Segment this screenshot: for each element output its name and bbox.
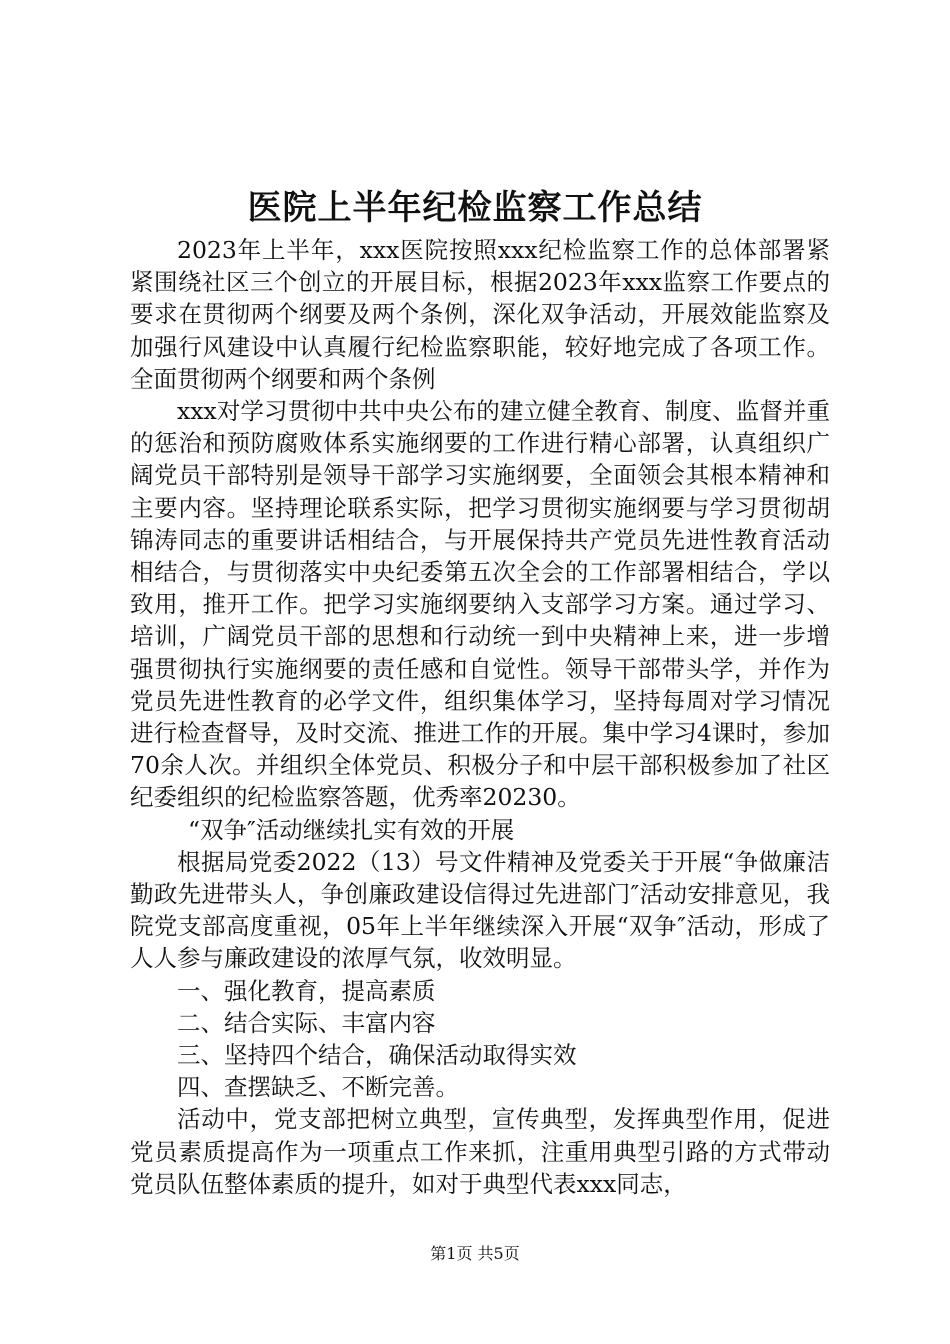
- document-title: 医院上半年纪检监察工作总结: [247, 188, 703, 228]
- list-item-4: 四、查摆缺乏、不断完善。: [177, 1073, 459, 1102]
- paragraph-shuangzheng: 根据局党委2022（13）号文件精神及党委关于开展“争做廉洁勤政先进带头人，争创廉政建设信得过先进部门″活动安排意见，我院党支部高度重视，05年上半年继续深入开展“双争″活动，形成了人人参与廉政建设的浓厚气氛，收效明显。: [130, 847, 830, 973]
- list-item-3: 三、坚持四个结合，确保活动取得实效: [177, 1041, 577, 1070]
- paragraph-intro: 2023年上半年，xxx医院按照xxx纪检监察工作的总体部署紧紧围绕社区三个创立的开展目标，根据2023年xxx监察工作要点的要求在贯彻两个纲要及两个条例，深化双争活动，开展效能监察及加强行风建设中认真履行纪检监察职能，较好地完成了各项工作。全面贯彻两个纲要和两个条例: [130, 236, 830, 393]
- list-item-1: 一、强化教育，提高素质: [177, 976, 436, 1005]
- paragraph-study: xxx对学习贯彻中共中央公布的建立健全教育、制度、监督并重的惩治和预防腐败体系实施纲要的工作进行精心部署，认真组织广阔党员干部特别是领导干部学习实施纲要，全面领会其根本精神和主要内容。坚持理论联系实际，把学习贯彻实施纲要与学习贯彻胡锦涛同志的重要讲话相结合，与开展保持共产党员先进性教育活动相结合，与贯彻落实中央纪委第五次全会的工作部署相结合，学以致用，推开工作。把学习实施纲要纳入支部学习方案。通过学习、培训，广阔党员干部的思想和行动统一到中央精神上来，进一步增强贯彻执行实施纲要的责任感和自觉性。领导干部带头学，并作为党员先进性教育的必学文件，组织集体学习，坚持每周对学习情况进行检查督导，及时交流、推进工作的开展。集中学习4课时，参加70余人次。并组织全体党员、积极分子和中层干部积极参加了社区纪委组织的纪检监察答题，优秀率20230。: [130, 397, 830, 812]
- paragraph-activity: 活动中，党支部把树立典型，宣传典型，发挥典型作用，促进党员素质提高作为一项重点工作来抓，注重用典型引路的方式带动党员队伍整体素质的提升，如对于典型代表xxx同志，: [130, 1105, 830, 1198]
- page-footer: 第1页 共5页: [430, 1244, 520, 1263]
- section-heading-shuangzheng: “双争″活动继续扎实有效的开展: [188, 815, 515, 844]
- list-item-2: 二、结合实际、丰富内容: [177, 1008, 436, 1037]
- document-body: [130, 234, 830, 1200]
